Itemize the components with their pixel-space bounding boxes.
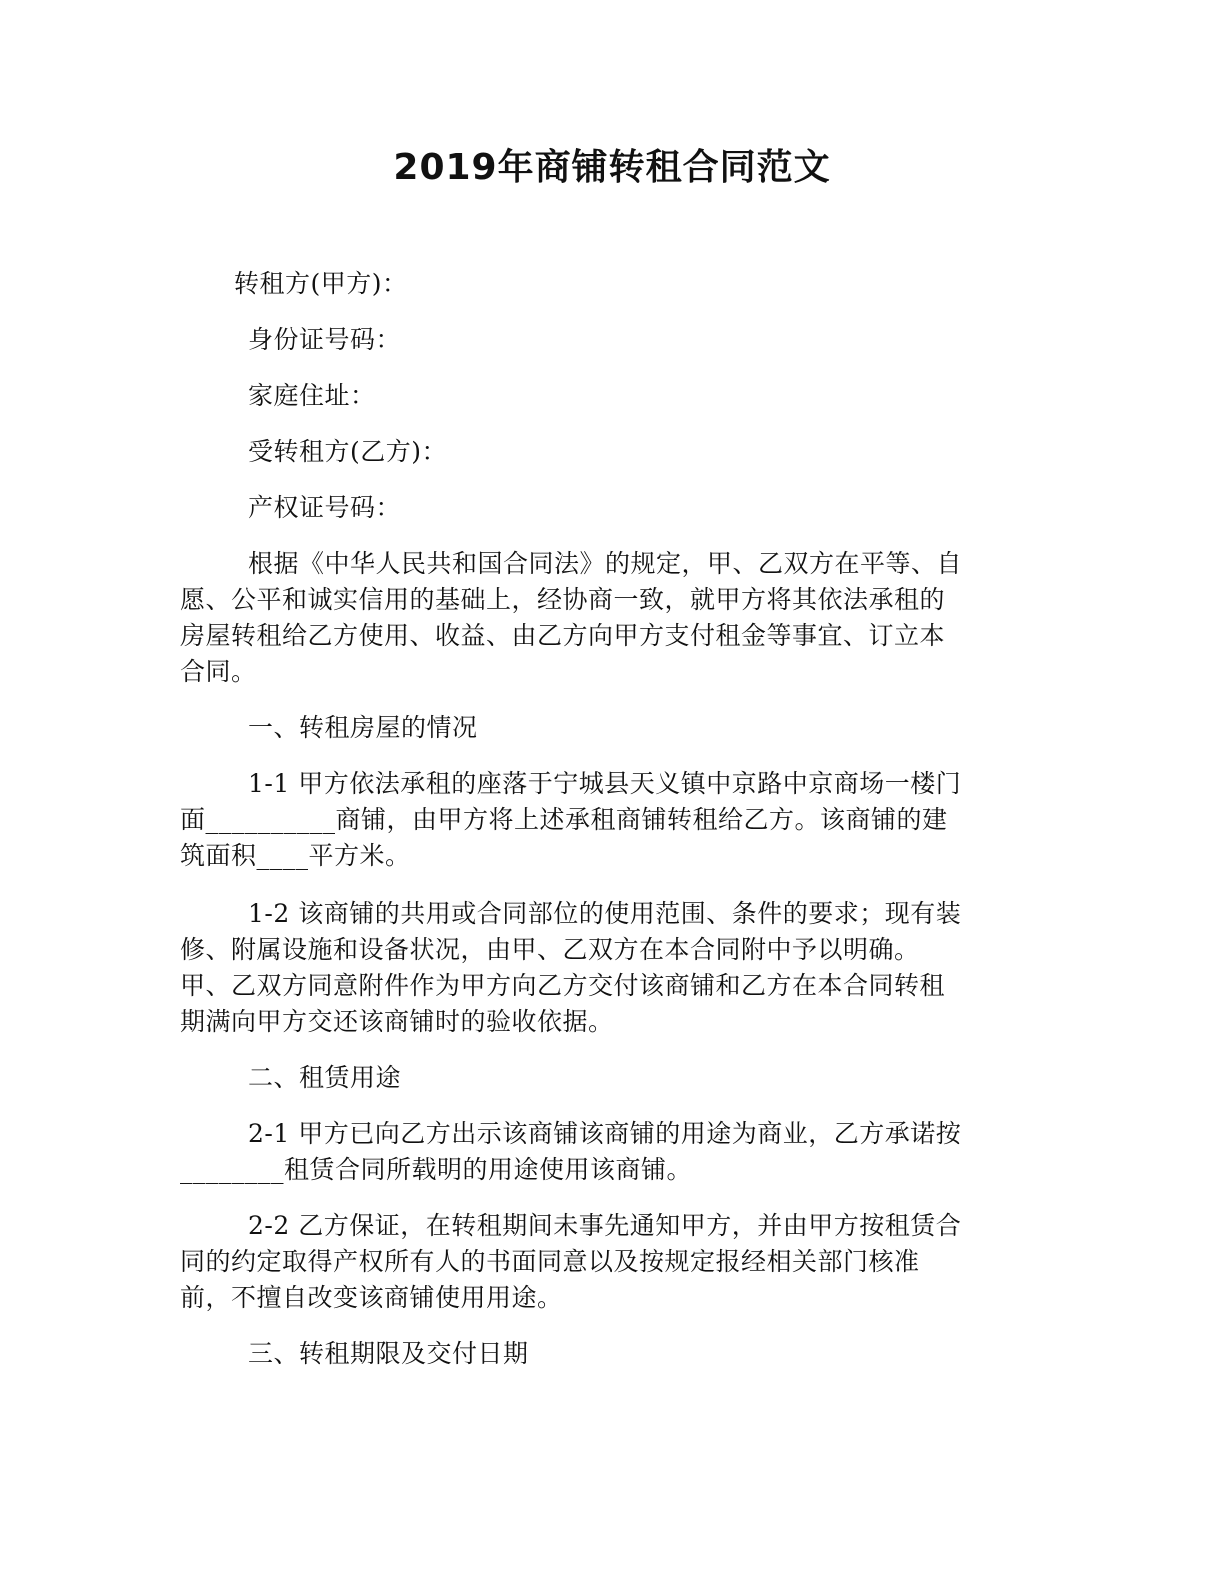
clause-1-1	[180, 766, 1030, 874]
clause-2-1	[180, 1116, 1030, 1188]
section-heading-1: 一、转租房屋的情况	[248, 713, 478, 742]
text-line: 1-1 甲方依法承租的座落于宁城县天义镇中京路中京商场一楼门	[248, 769, 962, 798]
document-title: 2019年商铺转租合同范文	[393, 147, 831, 188]
text-line: 根据《中华人民共和国合同法》的规定，甲、乙双方在平等、自	[248, 549, 963, 578]
text-line: 筑面积____平方米。	[180, 841, 411, 870]
text-line: 同的约定取得产权所有人的书面同意以及按规定报经相关部门核准	[180, 1247, 920, 1276]
text-line: 1-2 该商铺的共用或合同部位的使用范围、条件的要求；现有装	[248, 899, 962, 928]
text-line: ________租赁合同所载明的用途使用该商铺。	[180, 1155, 693, 1184]
section-heading-2: 二、租赁用途	[248, 1063, 402, 1092]
text-line: 期满向甲方交还该商铺时的验收依据。	[180, 1007, 614, 1036]
field-id-number: 身份证号码：	[248, 325, 402, 354]
clause-1-2	[180, 896, 1030, 1040]
text-line: 甲、乙双方同意附件作为甲方向乙方交付该商铺和乙方在本合同转租	[180, 971, 946, 1000]
clause-2-2	[180, 1208, 1030, 1316]
intro-paragraph	[180, 546, 1030, 690]
text-line: 前，不擅自改变该商铺使用用途。	[180, 1283, 563, 1312]
text-line: 2-1 甲方已向乙方出示该商铺该商铺的用途为商业，乙方承诺按	[248, 1119, 962, 1148]
text-line: 房屋转租给乙方使用、收益、由乙方向甲方支付租金等事宜、订立本	[180, 621, 946, 650]
field-sublessor: 转租方(甲方)：	[234, 269, 408, 298]
section-heading-3: 三、转租期限及交付日期	[248, 1339, 529, 1368]
field-sublessee: 受转租方(乙方)：	[248, 437, 448, 466]
text-line: 合同。	[180, 657, 257, 686]
text-line: 2-2 乙方保证，在转租期间未事先通知甲方，并由甲方按租赁合	[248, 1211, 962, 1240]
field-home-address: 家庭住址：	[248, 381, 376, 410]
field-property-cert: 产权证号码：	[248, 493, 402, 522]
text-line: 修、附属设施和设备状况，由甲、乙双方在本合同附中予以明确。	[180, 935, 920, 964]
text-line: 愿、公平和诚实信用的基础上，经协商一致，就甲方将其依法承租的	[180, 585, 946, 614]
text-line: 面__________商铺，由甲方将上述承租商铺转租给乙方。该商铺的建	[180, 805, 948, 834]
